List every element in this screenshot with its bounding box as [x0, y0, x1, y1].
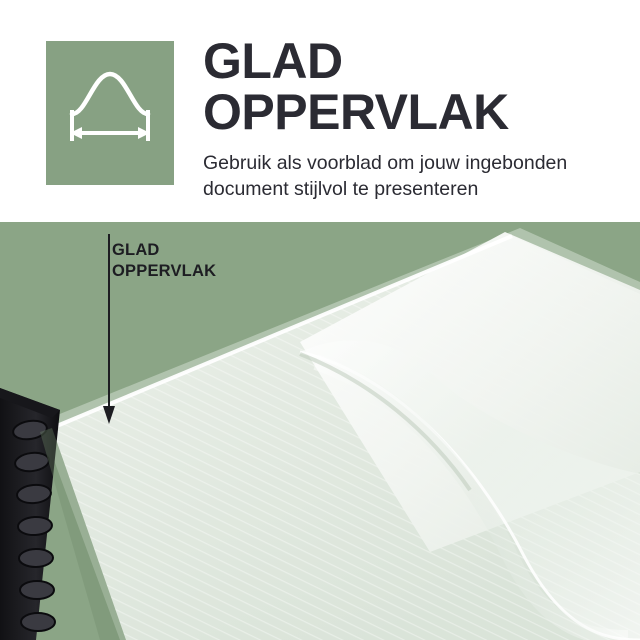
callout-label: [112, 240, 292, 282]
subtitle-line-1: Gebruik als voorblad om jouw ingebonden: [203, 152, 568, 174]
callout-label-line-1: GLAD: [112, 241, 160, 259]
title-line-2: OPPERVLAK: [203, 84, 509, 140]
callout-label-line-2: OPPERVLAK: [112, 262, 217, 280]
subtitle-line-2: document stijlvol te presenteren: [203, 178, 479, 200]
header-banner: [0, 0, 640, 222]
smooth-surface-icon: [46, 41, 174, 185]
title-line-1: GLAD: [203, 33, 343, 89]
photo-illustration: [0, 222, 640, 640]
product-photo: [0, 222, 640, 640]
page-title: [203, 33, 623, 202]
subtitle: [203, 150, 623, 202]
